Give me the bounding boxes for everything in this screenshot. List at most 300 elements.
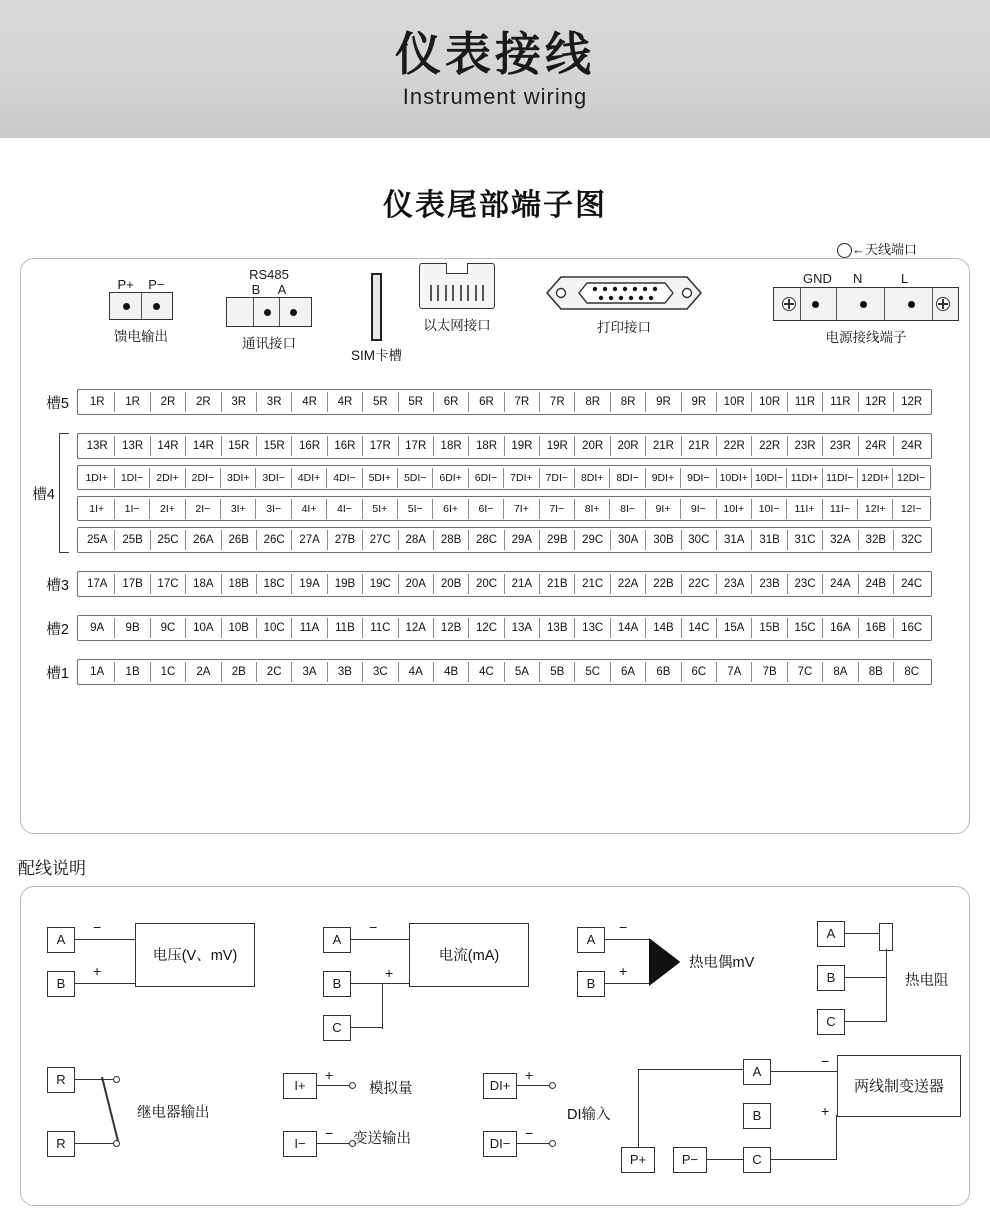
current-sign-plus: + [385,965,394,981]
slot-3-strip [77,571,932,597]
ethernet-jack-icon [419,263,495,309]
terminal-cell: 6A [611,662,646,682]
terminal-cell: 4I+ [292,499,327,519]
terminal-cell: 4B [434,662,469,682]
ao-label-line2: 变送输出 [353,1131,411,1147]
rs485-caption: 通讯接口 [242,336,296,351]
terminal-slots [21,389,971,691]
slot-5-label: 槽5 [46,395,69,412]
terminal-cell: 20R [611,436,646,456]
terminal-cell: 5B [540,662,575,682]
power-pin-gnd [812,301,819,308]
slot-4-strip-i [77,496,931,521]
slot-row-4a [21,433,971,459]
twt-sign-plus: + [821,1103,830,1119]
terminal-cell: 27A [292,530,327,550]
terminal-cell: 18A [186,574,221,594]
terminal-cell: 14C [682,618,717,638]
di-sign-plus: + [525,1067,534,1083]
terminal-cell: 30B [646,530,681,550]
terminal-cell: 22R [717,436,752,456]
terminal-cell: 12DI+ [858,468,893,488]
terminal-cell: 14R [186,436,221,456]
terminal-cell: 12R [901,396,923,408]
antenna-port-label: ←天线端口 [852,242,918,257]
terminal-cell: 31C [788,530,823,550]
terminal-cell: 1C [151,662,186,682]
twt-terminal-a: A [743,1059,771,1085]
power-caption: 电源接线端子 [825,330,907,345]
rs485-terminal-block [226,297,312,327]
terminal-cell: 11DI+ [787,468,822,488]
terminal-cell: 13B [540,618,575,638]
terminal-cell: 3R [222,392,257,412]
page-title-en: Instrument wiring [402,84,588,109]
tc-wire-top [605,939,651,940]
terminal-cell: 23C [788,574,823,594]
terminal-cell: 19A [292,574,327,594]
connector-row [21,242,969,389]
current-wire-bottom [351,1027,383,1028]
terminal-cell: 13C [575,618,610,638]
terminal-cell: 9C [151,618,186,638]
relay-contact-node-top [113,1076,120,1083]
terminal-cell: 10A [186,618,221,638]
slot-row-4c [21,496,971,521]
power-top-labels [773,271,959,287]
terminal-cell: 2B [222,662,257,682]
terminal-cell: 8R [611,392,646,412]
twt-terminal-c: C [743,1147,771,1173]
terminal-cell: 10R [752,392,787,412]
rs485-title: RS485 [249,267,289,282]
power-divider-4 [932,288,933,320]
di-label: DI输入 [567,1107,611,1123]
terminal-cell: 11I+ [787,499,822,519]
twt-wire-box-bottom [836,1115,837,1159]
terminal-cell: 24C [901,578,923,590]
terminal-cell: 3R [257,392,292,412]
connector-feed-output [109,277,173,345]
terminal-cell: 8C [904,666,920,678]
terminal-cell: 20B [434,574,469,594]
terminal-cell: 12R [859,392,894,412]
terminal-cell: 31B [752,530,787,550]
feed-pin-1 [123,303,130,310]
tc-wire-bottom [605,983,651,984]
terminal-cell: 27C [363,530,398,550]
current-terminal-b: B [323,971,351,997]
terminal-cell: 9R [682,392,717,412]
terminal-cell: 2R [186,392,221,412]
tc-terminal-a: A [577,927,605,953]
twt-sign-minus: − [821,1053,830,1069]
terminal-cell: 8R [575,392,610,412]
ao-sign-minus: − [325,1125,334,1141]
terminal-cell: 6DI− [469,468,504,488]
terminal-cell: 13R [80,436,115,456]
slot-row-4d [21,527,971,553]
terminal-cell: 9I+ [646,499,681,519]
voltage-wire-bottom [75,983,135,984]
di-terminal-plus: DI+ [483,1073,517,1099]
connector-power [773,271,959,346]
terminal-cell: 24R [859,436,894,456]
terminal-cell: 22C [682,574,717,594]
terminal-cell: 1A [80,662,115,682]
terminal-cell: 17B [115,574,150,594]
terminal-cell: 19C [363,574,398,594]
terminal-cell: 6R [434,392,469,412]
terminal-cell: 5DI− [398,468,433,488]
terminal-cell: 21B [540,574,575,594]
terminal-cell: 17R [399,436,434,456]
feed-output-top-labels [109,277,173,292]
terminal-cell: 17R [363,436,398,456]
terminal-cell: 9A [80,618,115,638]
terminal-cell: 7I+ [504,499,539,519]
relay-wire-top [75,1079,117,1080]
voltage-sign-plus: + [93,963,102,979]
twt-terminal-pplus: P+ [621,1147,655,1173]
terminal-cell: 22R [752,436,787,456]
di-terminal-minus: DI− [483,1131,517,1157]
terminal-cell: 8I− [610,499,645,519]
current-wire-mid [351,983,383,984]
terminal-cell: 9DI+ [646,468,681,488]
ao-wire-top [317,1085,351,1086]
slot-1-label: 槽1 [46,665,69,682]
terminal-cell: 28C [469,530,504,550]
terminal-cell: 15R [222,436,257,456]
terminal-cell: 5C [575,662,610,682]
rs485-pin-b [264,309,271,316]
terminal-cell: 3I− [256,499,291,519]
feed-output-caption: 馈电输出 [114,329,168,344]
terminal-cell: 2C [257,662,292,682]
relay-terminal-r1: R [47,1067,75,1093]
ethernet-pins [430,285,484,301]
power-divider-2 [836,288,837,320]
terminal-cell: 18R [434,436,469,456]
terminal-cell: 28A [399,530,434,550]
wiring-section-title: 配线说明 [18,859,86,878]
ao-wire-bottom [317,1143,351,1144]
terminal-cell: 23B [752,574,787,594]
terminal-cell: 2A [186,662,221,682]
terminal-cell: 26C [257,530,292,550]
terminal-cell: 3DI+ [221,468,256,488]
terminal-cell: 13A [505,618,540,638]
terminal-cell: 11R [823,392,858,412]
terminal-cell: 11R [788,392,823,412]
power-screw-left [782,297,796,311]
terminal-cell: 9DI− [681,468,716,488]
slot-3-label: 槽3 [46,577,69,594]
ao-label-line1: 模拟量 [369,1081,413,1097]
rtd-wire-bc-link [886,977,887,1022]
voltage-wire-top [75,939,135,940]
page-header [0,0,990,138]
rs485-label-b: B [251,282,261,297]
terminal-cell: 5R [399,392,434,412]
ao-node-top [349,1082,356,1089]
terminal-cell: 1B [115,662,150,682]
ethernet-caption: 以太网接口 [423,318,491,333]
terminal-cell: 6R [469,392,504,412]
terminal-cell: 19B [328,574,363,594]
terminal-cell: 5I+ [363,499,398,519]
voltage-source-box: 电压(V、mV) [135,923,255,987]
power-divider-3 [884,288,885,320]
rs485-pin-labels [226,282,312,297]
terminal-cell: 8A [823,662,858,682]
terminal-cell: 18R [469,436,504,456]
terminal-cell: 26A [186,530,221,550]
terminal-cell: 6I+ [433,499,468,519]
twt-wire-c-box [771,1159,837,1160]
antenna-circle-icon [837,243,852,258]
connector-sim-slot [351,273,402,364]
terminal-cell: 12C [469,618,504,638]
twt-terminal-b: B [743,1103,771,1129]
feed-output-terminal-block [109,292,173,320]
twt-terminal-pminus: P− [673,1147,707,1173]
terminal-cell: 2DI+ [150,468,185,488]
relay-label: 继电器输出 [137,1105,210,1121]
power-label-n: N [853,271,863,286]
terminal-cell: 11A [292,618,327,638]
current-wire-join [382,983,383,1029]
twt-wire-pplus-a [638,1069,744,1070]
rtd-terminal-b: B [817,965,845,991]
twt-device-box: 两线制变送器 [837,1055,961,1117]
terminal-cell: 22B [646,574,681,594]
terminal-cell: 6B [646,662,681,682]
current-terminal-a: A [323,927,351,953]
terminal-cell: 15C [788,618,823,638]
power-divider-1 [800,288,801,320]
voltage-sign-minus: − [93,919,102,935]
power-label-gnd: GND [803,271,832,286]
terminal-cell: 12DI− [897,471,926,484]
voltage-terminal-a: A [47,927,75,953]
slot-5-strip [77,389,932,415]
terminal-cell: 7DI− [540,468,575,488]
db9-connector-icon [539,273,709,311]
terminal-cell: 11B [328,618,363,638]
terminal-cell: 16B [859,618,894,638]
rtd-wire-res-link [886,949,887,979]
terminal-cell: 16A [823,618,858,638]
slot-2-strip [77,615,932,641]
tc-sign-plus: + [619,963,628,979]
terminal-cell: 12B [434,618,469,638]
terminal-cell: 32B [859,530,894,550]
terminal-cell: 10C [257,618,292,638]
terminal-cell: 7C [788,662,823,682]
terminal-cell: 5DI+ [363,468,398,488]
terminal-cell: 11DI− [823,468,858,488]
terminal-cell: 23A [717,574,752,594]
terminal-cell: 15B [752,618,787,638]
current-terminal-c: C [323,1015,351,1041]
terminal-cell: 28B [434,530,469,550]
terminal-cell: 7I− [540,499,575,519]
terminal-cell: 16C [901,622,923,634]
terminal-cell: 20C [469,574,504,594]
slot-4-strip-abc [77,527,932,553]
feed-label-p-plus: P+ [117,277,134,292]
slot-row-5 [21,389,971,415]
terminal-cell: 4DI+ [292,468,327,488]
ao-terminal-iminus: I− [283,1131,317,1157]
ao-terminal-iplus: I+ [283,1073,317,1099]
terminal-cell: 3DI− [256,468,291,488]
terminal-cell: 29C [575,530,610,550]
feed-pin-2 [153,303,160,310]
terminal-cell: 19R [540,436,575,456]
terminal-cell: 27B [328,530,363,550]
rtd-wire-c [845,1021,887,1022]
terminal-cell: 4A [399,662,434,682]
terminal-cell: 21A [505,574,540,594]
terminal-cell: 10B [222,618,257,638]
terminal-cell: 1DI− [115,468,150,488]
terminal-cell: 24R [901,440,923,452]
rtd-wire-b [845,977,887,978]
terminal-cell: 4I− [327,499,362,519]
terminal-cell: 1R [115,392,150,412]
tc-terminal-b: B [577,971,605,997]
terminal-cell: 1I− [115,499,150,519]
di-node-bottom [549,1140,556,1147]
terminal-cell: 1R [80,392,115,412]
tc-junction-icon [649,927,691,997]
slot-4-group [21,433,971,553]
terminal-cell: 8I+ [575,499,610,519]
terminal-cell: 1DI+ [80,468,115,488]
terminal-cell: 4C [469,662,504,682]
di-wire-bottom [517,1143,551,1144]
diagram-title: 仪表尾部端子图 [383,189,607,222]
power-pin-n [860,301,867,308]
rtd-terminal-a: A [817,921,845,947]
terminal-cell: 32A [823,530,858,550]
terminal-cell: 23R [788,436,823,456]
terminal-cell: 16R [292,436,327,456]
antenna-port-annotation [837,239,917,258]
wiring-explanation-panel [20,886,970,1206]
twt-wire-pminus-c [707,1159,743,1160]
terminal-cell: 3C [363,662,398,682]
power-terminal-block [773,287,959,321]
terminal-cell: 5R [363,392,398,412]
terminal-cell: 29A [505,530,540,550]
terminal-cell: 17C [151,574,186,594]
terminal-cell: 20A [399,574,434,594]
terminal-cell: 30C [682,530,717,550]
terminal-cell: 11C [363,618,398,638]
rs485-label-a: A [277,282,287,297]
terminal-cell: 14R [151,436,186,456]
current-wire-join-h [382,983,410,984]
terminal-cell: 31A [717,530,752,550]
terminal-cell: 20R [575,436,610,456]
terminal-cell: 24B [859,574,894,594]
rtd-resistor-icon [879,923,893,951]
slot-row-4b [21,465,971,490]
terminal-cell: 12I− [900,502,922,515]
rs485-divider-1 [253,298,254,326]
terminal-cell: 7R [540,392,575,412]
terminal-cell: 7DI+ [504,468,539,488]
slot-4-strip-r [77,433,932,459]
rs485-divider-2 [279,298,280,326]
terminal-cell: 24A [823,574,858,594]
terminal-cell: 25C [151,530,186,550]
current-source-box: 电流(mA) [409,923,529,987]
terminal-cell: 18B [222,574,257,594]
rtd-label: 热电阻 [905,973,949,989]
terminal-cell: 4R [328,392,363,412]
slot-2-label: 槽2 [46,621,69,638]
terminal-cell: 15R [257,436,292,456]
tc-sign-minus: − [619,919,628,935]
terminal-cell: 1I+ [80,499,115,519]
terminal-cell: 21R [682,436,717,456]
slot-row-1 [21,659,971,685]
terminal-cell: 8B [859,662,894,682]
terminal-cell: 30A [611,530,646,550]
twt-wire-a-box [771,1071,837,1072]
relay-switch-arm [101,1077,119,1141]
di-node-top [549,1082,556,1089]
terminal-cell: 17A [80,574,115,594]
sim-slot-shape [371,273,382,341]
slot-1-strip [77,659,932,685]
tc-label: 热电偶mV [689,955,755,971]
terminal-cell: 6I− [469,499,504,519]
terminal-cell: 9B [115,618,150,638]
current-sign-minus: − [369,919,378,935]
terminal-cell: 25A [80,530,115,550]
terminal-cell: 12A [399,618,434,638]
rs485-pin-a [290,309,297,316]
di-sign-minus: − [525,1125,534,1141]
terminal-cell: 32C [901,534,923,546]
terminal-cell: 19R [505,436,540,456]
terminal-cell: 18C [257,574,292,594]
terminal-cell: 15A [717,618,752,638]
terminal-cell: 16R [328,436,363,456]
terminal-cell: 2I+ [150,499,185,519]
terminal-cell: 14A [611,618,646,638]
slot-4-strip-di [77,465,931,490]
terminal-cell: 25B [115,530,150,550]
terminal-cell: 4R [292,392,327,412]
sim-slot-caption: SIM卡槽 [351,348,403,363]
connector-printer [539,273,709,336]
power-pin-l [908,301,915,308]
power-screw-right [936,297,950,311]
terminal-cell: 2DI− [186,468,221,488]
terminal-cell: 3A [292,662,327,682]
terminal-cell: 23R [823,436,858,456]
terminal-cell: 21C [575,574,610,594]
di-wire-top [517,1085,551,1086]
relay-wire-bottom [75,1143,117,1144]
